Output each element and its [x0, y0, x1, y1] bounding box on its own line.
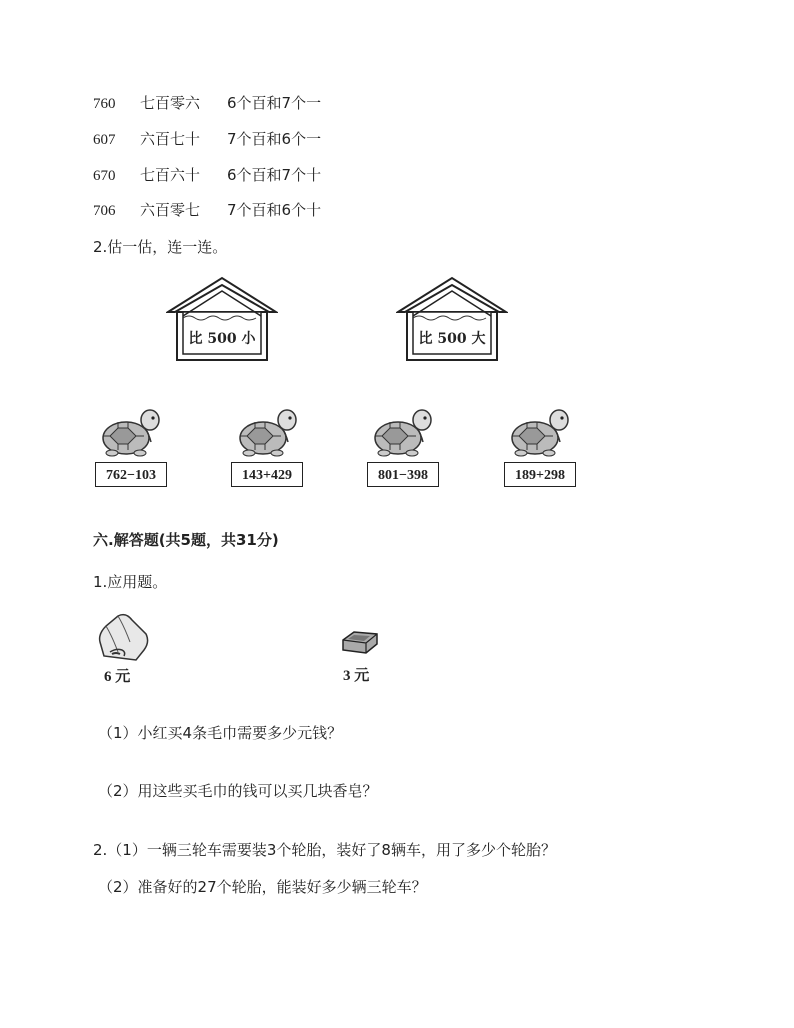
turtle-icon [100, 406, 162, 458]
house-label: 比 500 大 [418, 331, 486, 347]
match-number: 760 [93, 96, 116, 112]
match-word: 六百零七 [140, 201, 201, 219]
expression-box: 762−103 [95, 462, 167, 487]
question-title: 2.估一估，连一连。 [93, 238, 228, 256]
turtle-icon [372, 406, 434, 458]
match-word: 七百零六 [140, 94, 201, 112]
match-word: 七百六十 [140, 166, 201, 184]
house-icon [166, 276, 278, 362]
turtle-icon [509, 406, 571, 458]
expression-box: 189+298 [504, 462, 576, 487]
match-number: 706 [93, 203, 116, 219]
match-row [93, 200, 116, 221]
subquestion: （2）用这些买毛巾的钱可以买几块香皂？ [98, 782, 378, 800]
match-desc: 7个百和6个一 [227, 130, 322, 148]
match-row [93, 129, 116, 150]
towel-price: 6 元 [104, 669, 131, 685]
soap-icon [340, 628, 380, 656]
soap-price: 3 元 [343, 668, 370, 684]
match-word: 六百七十 [140, 130, 201, 148]
expression-box: 801−398 [367, 462, 439, 487]
house-icon [396, 276, 508, 362]
question-2: 2.（1）一辆三轮车需要装3个轮胎，装好了8辆车，用了多少个轮胎？ [93, 841, 556, 859]
question-title: 1.应用题。 [93, 573, 168, 591]
turtle-icon [237, 406, 299, 458]
match-desc: 6个百和7个一 [227, 94, 322, 112]
towel-icon [96, 612, 152, 664]
match-row [93, 165, 116, 186]
house-label: 比 500 小 [188, 331, 256, 347]
match-number: 607 [93, 132, 116, 148]
match-desc: 6个百和7个十 [227, 166, 322, 184]
house-less-than-500 [166, 276, 278, 362]
match-row [93, 93, 116, 114]
house-greater-than-500 [396, 276, 508, 362]
subquestion: （2）准备好的27个轮胎，能装好多少辆三轮车？ [98, 878, 427, 896]
match-desc: 7个百和6个十 [227, 201, 322, 219]
section-title: 六.解答题(共5题，共31分) [93, 531, 279, 549]
subquestion: （1）小红买4条毛巾需要多少元钱？ [98, 724, 343, 742]
expression-box: 143+429 [231, 462, 303, 487]
match-number: 670 [93, 168, 116, 184]
